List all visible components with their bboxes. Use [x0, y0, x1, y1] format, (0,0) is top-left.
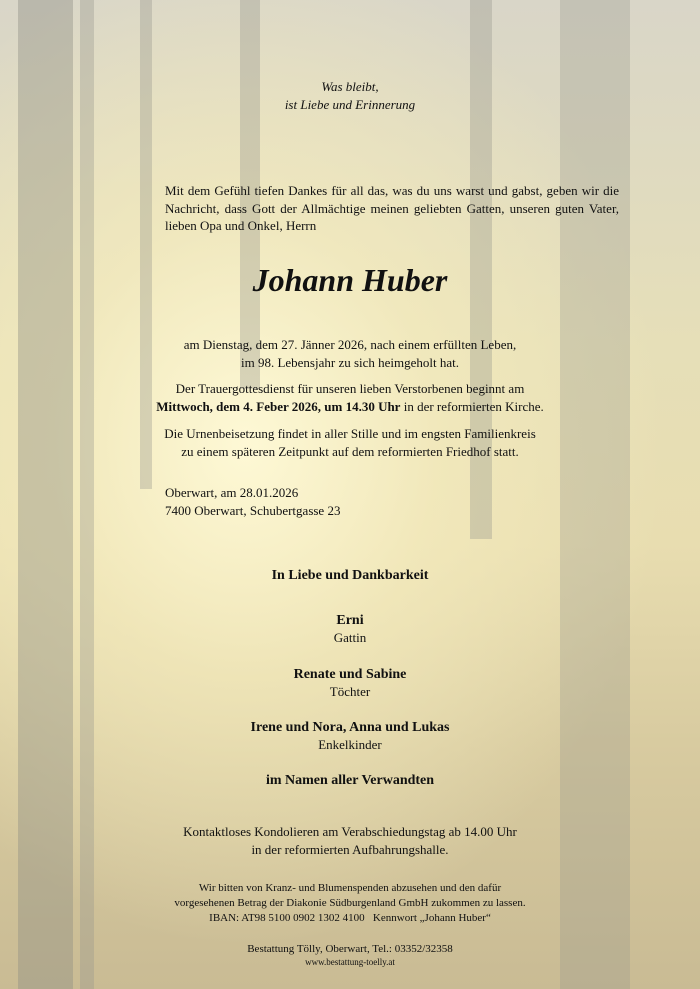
iban: IBAN: AT98 5100 0902 1302 4100 Kennwort „Johann Huber“	[209, 912, 491, 924]
death-notice	[0, 336, 700, 371]
text-line: am Dienstag, dem 27. Jänner 2026, nach einem erfüllten Leben,	[183, 337, 517, 352]
donation-notice	[0, 881, 700, 926]
condolence-notice	[0, 823, 700, 858]
burial-notice	[0, 425, 700, 460]
mourner-names: Erni	[336, 613, 364, 628]
service-date: Mittwoch, dem 4. Feber 2026, um 14.30 Uhr	[156, 398, 401, 414]
text-line: im 98. Lebensjahr zu sich heimgeholt hat.	[240, 354, 460, 370]
text-line: Wir bitten von Kranz- und Blumenspenden abzusehen und den dafür	[198, 882, 502, 894]
motto-line: Was bleibt,	[321, 79, 379, 94]
service-notice	[0, 380, 700, 415]
mourner	[0, 667, 700, 701]
mourner	[0, 720, 700, 754]
text-line: Oberwart, am 28.01.2026	[165, 485, 299, 500]
text-line: 7400 Oberwart, Schubertgasse 23	[165, 502, 341, 518]
motto	[0, 78, 700, 114]
text-line: vorgesehenen Betrag der Diakonie Südburgenland GmbH zukommen zu lassen.	[174, 897, 526, 909]
mourner-relation: Töchter	[329, 684, 371, 699]
text-line: zu einem späteren Zeitpunkt auf dem reformierten Friedhof statt.	[181, 443, 519, 459]
intro-text: Mit dem Gefühl tiefen Dankes für all das, was du uns warst und gabst, geben wir die Nachricht, dass Gott der Allmächtige meinen geliebten Gatten, unseren guten Vater, lieben Opa und Onkel, Herrn	[165, 183, 619, 233]
mourner-names: Renate und Sabine	[293, 667, 407, 682]
motto-line: ist Liebe und Erinnerung	[284, 97, 416, 112]
mourner-relation: Enkelkinder	[318, 737, 382, 752]
text-line: Die Urnenbeisetzung findet in aller Stille und im engsten Familienkreis	[164, 426, 536, 441]
text-line: in der reformierten Aufbahrungshalle.	[251, 841, 449, 857]
mourner	[0, 613, 700, 647]
closing: In Liebe und Dankbarkeit	[271, 568, 429, 583]
relatives: im Namen aller Verwandten	[265, 773, 435, 788]
mourner-names: Irene und Nora, Anna und Lukas	[250, 720, 450, 735]
undertaker: Bestattung Tölly, Oberwart, Tel.: 03352/32358	[247, 943, 453, 955]
text-line: Kontaktloses Kondolieren am Verabschiedungstag ab 14.00 Uhr	[183, 824, 517, 839]
service-location: in der reformierten Kirche.	[400, 398, 544, 414]
text-line: Der Trauergottesdienst für unseren lieben Verstorbenen beginnt am	[175, 381, 525, 396]
mourner-relation: Gattin	[333, 630, 367, 645]
website-link[interactable]: www.bestattung-toelly.at	[305, 957, 395, 967]
deceased-name: Johann Huber	[252, 262, 448, 298]
place-date	[165, 484, 340, 519]
